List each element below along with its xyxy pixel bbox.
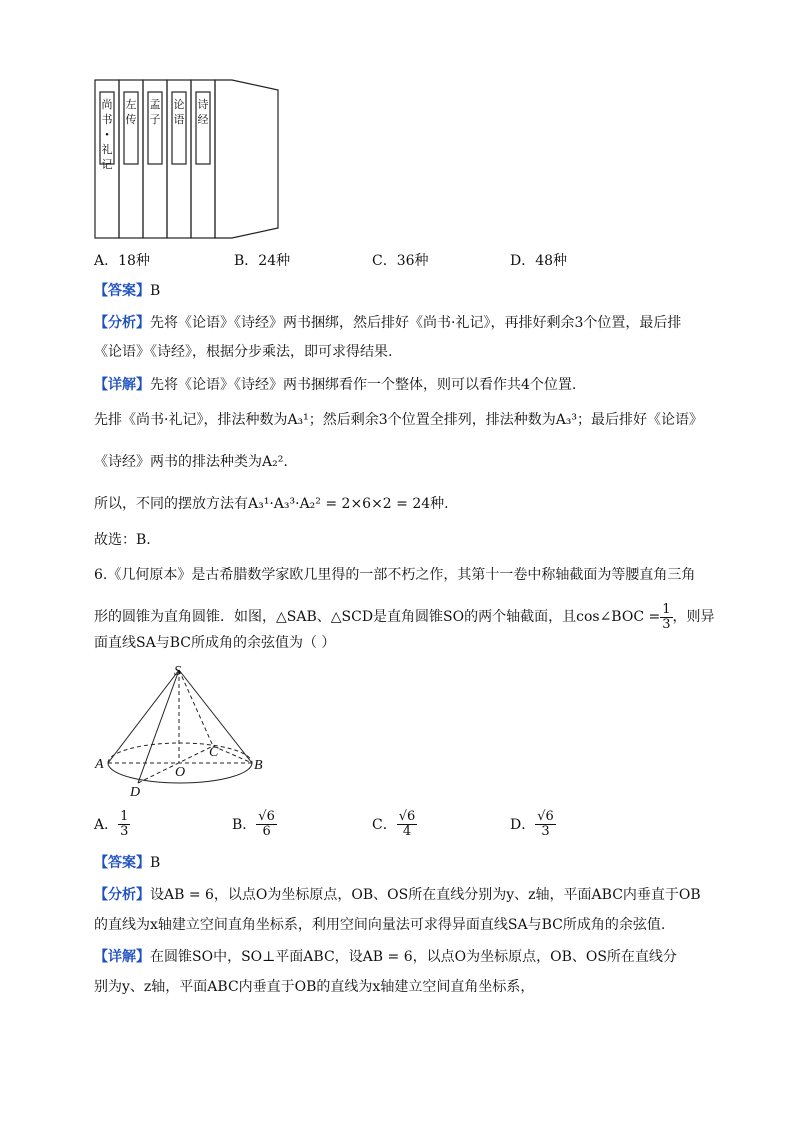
q5-choice: 故选：B. (94, 532, 151, 548)
q5-detail-line-1 (94, 375, 576, 395)
q5-analysis-line-1 (94, 313, 681, 333)
book-title-2: 左传 (125, 99, 137, 126)
label-A: A (95, 757, 104, 772)
label-D: D (130, 785, 141, 800)
chord-BC (213, 746, 252, 763)
book-title-3: 孟子 (149, 99, 161, 126)
q6-stem-text-end: ，则异 (672, 609, 715, 625)
option-letter: C． (372, 817, 397, 833)
q6-detail-line-2: 别为y、z轴，平面ABC内垂直于OB的直线为x轴建立空间直角坐标系， (94, 979, 535, 995)
fraction-denominator: 3 (662, 616, 671, 632)
cone-figure (92, 658, 272, 803)
bookshelf-side-panel (215, 80, 278, 238)
edge-SA (108, 670, 179, 763)
book-title-4: 论语 (173, 99, 185, 126)
q6-option-b (232, 806, 277, 842)
q5-option-d: D．48种 (510, 253, 568, 269)
option-fraction (118, 810, 130, 839)
analysis-text: 设AB = 6，以点O为坐标原点，OB、OS所在直线分别为y、z轴，平面ABC内垂直于OB (150, 887, 701, 903)
detail-tag: 【详解】 (94, 949, 150, 965)
book-title-5: 诗经 (197, 99, 209, 126)
q5-option-b: B．24种 (234, 253, 291, 269)
edge-SC (179, 670, 213, 746)
analysis-tag: 【分析】 (94, 315, 150, 331)
q6-option-a (94, 806, 130, 842)
book-title-1: 尚书•礼记 (101, 99, 113, 171)
answer-tag: 【答案】 (94, 283, 150, 299)
q6-stem-line-1: 6.《几何原本》是古希腊数学家欧几里得的一部不朽之作，其第十一卷中称轴截面为等腰直角三角 (94, 567, 696, 583)
fraction-denominator: 3 (541, 823, 550, 839)
q6-analysis-line-2: 的直线为x轴建立空间直角坐标系，利用空间向量法可求得异面直线SA与BC所成角的余弦值. (94, 917, 666, 933)
q6-detail-line-1 (94, 947, 677, 967)
detail-text: 先将《论语》《诗经》两书捆绑看作一个整体，则可以看作共4个位置. (150, 377, 577, 393)
option-letter: D． (510, 817, 536, 833)
fraction-numerator: √6 (537, 808, 554, 824)
q5-detail-line-2: 先排《尚书·礼记》，排法种数为A₃¹；然后剩余3个位置全排列，排法种数为A₃³；最后排好《论语》 (94, 412, 704, 428)
fraction-numerator: √6 (258, 808, 275, 824)
fraction-numerator: 1 (662, 601, 671, 617)
answer-value: B (150, 283, 161, 299)
q6-stem-line-2 (94, 600, 715, 634)
answer-value: B (150, 855, 161, 871)
option-fraction (256, 810, 277, 839)
label-S: S (174, 664, 181, 679)
q6-analysis-line-1 (94, 885, 701, 905)
fraction-numerator: √6 (398, 808, 416, 824)
label-C: C (209, 745, 219, 760)
q5-answer (94, 281, 160, 301)
answer-tag: 【答案】 (94, 855, 150, 871)
fraction-denominator: 3 (120, 823, 129, 839)
q6-option-d (510, 806, 556, 842)
fraction-numerator: 1 (120, 808, 129, 824)
q5-option-c: C．36种 (372, 253, 429, 269)
bookshelf-figure (92, 76, 282, 242)
option-fraction (397, 810, 418, 839)
fraction-denominator: 6 (262, 823, 271, 839)
analysis-text: 先将《论语》《诗经》两书捆绑，然后排好《尚书·礼记》，再排好剩余3个位置，最后排 (150, 315, 682, 331)
option-letter: A． (94, 817, 119, 833)
label-B: B (254, 758, 263, 773)
base-ellipse-back (108, 743, 252, 763)
detail-text: 在圆锥SO中，SO⊥平面ABC，设AB = 6，以点O为坐标原点，OB、OS所在直线分 (150, 949, 677, 965)
q6-option-c (372, 806, 417, 842)
q6-answer (94, 853, 160, 873)
q6-stem-line-3: 面直线SA与BC所成角的余弦值为（ ） (94, 635, 336, 651)
label-O: O (175, 765, 186, 780)
option-fraction (535, 810, 556, 839)
analysis-tag: 【分析】 (94, 887, 150, 903)
q5-detail-line-4: 所以，不同的摆放方法有A₃¹·A₃³·A₂² = 2×6×2 = 24种. (94, 496, 449, 512)
fraction-denominator: 4 (402, 823, 412, 839)
q5-analysis-line-2: 《论语》《诗经》，根据分步乘法，即可求得结果. (94, 344, 393, 360)
q5-detail-line-3: 《诗经》两书的排法种类为A₂². (94, 454, 288, 470)
q6-stem-fraction (660, 603, 672, 632)
q5-option-a: A．18种 (94, 253, 150, 269)
detail-tag: 【详解】 (94, 377, 150, 393)
q6-stem-text: 形的圆锥为直角圆锥．如图，△SAB、△SCD是直角圆锥SO的两个轴截面，且cos∠BOC = (94, 609, 661, 625)
option-letter: B． (232, 817, 257, 833)
